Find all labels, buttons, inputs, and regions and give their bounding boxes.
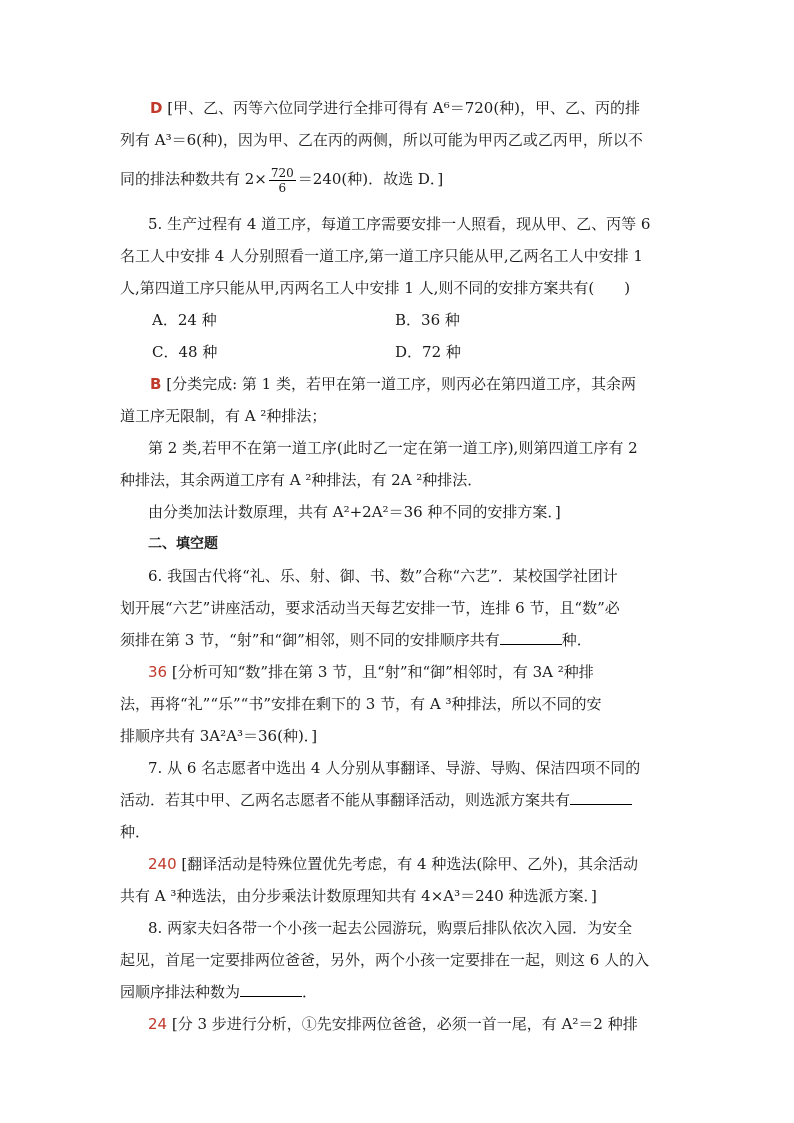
q5-option-a: A．24 种: [152, 311, 217, 329]
q7-question-line1: 7. 从 6 名志愿者中选出 4 人分别从事翻译、导游、导购、保洁四项不同的: [148, 759, 641, 777]
q8-answer-blank: [240, 982, 302, 997]
q6-line3-post: 种．: [561, 631, 592, 649]
q4-fraction-numerator: 720: [270, 165, 294, 180]
q7-answer-blank: [570, 790, 632, 805]
q8-question-line1: 8. 两家夫妇各带一个小孩一起去公园游玩，购票后排队依次入园．为安全: [148, 919, 633, 937]
q7-solution-line2: 共有 A ³种选法，由分步乘法计数原理知共有 4×A³＝240 种选派方案．]: [120, 887, 597, 905]
q5-solution-line3: 第 2 类,若甲不在第一道工序(此时乙一定在第一道工序),则第四道工序有 2: [148, 439, 638, 457]
q4-line3-pre: 同的排法种数共有 2×: [120, 170, 267, 188]
q8-question-line3: [120, 982, 680, 1002]
q6-sol1-text: [分析可知“数”排在第 3 节，且“射”和“御”相邻时，有 3A ²种排: [171, 663, 594, 681]
q8-answer: 24: [148, 1015, 168, 1033]
q5-option-d: D．72 种: [395, 343, 461, 361]
q8-solution-line1: [148, 1014, 680, 1034]
q7-question-line2: [120, 790, 680, 810]
q5-solution-line1: [150, 374, 680, 394]
q5-options-row2: [152, 342, 680, 362]
q6-question-line2: 划开展“六艺”讲座活动，要求活动当天每艺安排一节，连排 6 节，且“数”必: [120, 599, 620, 617]
q6-answer: 36: [148, 663, 168, 681]
q5-question-line2: 名工人中安排 4 人分别照看一道工序,第一道工序只能从甲,乙两名工人中安排 1: [120, 247, 643, 265]
q4-answer: D: [150, 99, 163, 117]
q8-line3-post: ．: [302, 983, 318, 1001]
q4-line3-post: ＝240(种)．故选 D．]: [297, 170, 444, 188]
section-title: 二、填空题: [148, 536, 218, 552]
q5-question-line3: 人,第四道工序只能从甲,丙两名工人中安排 1 人,则不同的安排方案共有( ): [120, 279, 631, 297]
q4-solution-line1: [150, 98, 680, 118]
q4-fraction: [269, 166, 296, 195]
q5-solution-line5: 由分类加法计数原理，共有 A²+2A²＝36 种不同的安排方案．]: [148, 503, 561, 521]
q7-solution-line1: [148, 854, 680, 874]
q5-option-b: B．36 种: [395, 311, 460, 329]
q6-question-line3: [120, 630, 680, 650]
q5-solution-line4: 种排法，其余两道工序有 A ²种排法，有 2A ²种排法．: [120, 471, 483, 489]
q4-solution-line2: 列有 A³＝6(种)，因为甲、乙在丙的两侧，所以可能为甲丙乙或乙丙甲，所以不: [120, 131, 643, 149]
q6-solution-line2: 法，再将“礼”“乐”“书”安排在剩下的 3 节，有 A ³种排法，所以不同的安: [120, 695, 602, 713]
q4-solution-line3: [120, 162, 680, 196]
q5-answer: B: [150, 375, 162, 393]
q5-option-c: C．48 种: [152, 343, 218, 361]
q7-sol1-text: [翻译活动是特殊位置优先考虑，有 4 种选法(除甲、乙外)，其余活动: [181, 855, 639, 873]
q8-line3-pre: 园顺序排法种数为: [120, 983, 241, 1001]
q5-options-row1: [152, 310, 680, 330]
q5-solution-line2: 道工序无限制，有 A ²种排法；: [120, 407, 327, 425]
q5-question-line1: 5. 生产过程有 4 道工序，每道工序需要安排一人照看，现从甲、乙、丙等 6: [148, 215, 651, 233]
q7-question-line3: 种．: [120, 823, 151, 841]
q6-question-line1: 6. 我国古代将“礼、乐、射、御、书、数”合称“六艺”．某校国学社团计: [148, 567, 618, 585]
q8-question-line2: 起见，首尾一定要排两位爸爸，另外，两个小孩一定要排在一起，则这 6 人的入: [120, 951, 650, 969]
q4-line1-text: [甲、乙、丙等六位同学进行全排可得有 A⁶＝720(种)，甲、乙、丙的排: [167, 99, 641, 117]
q4-fraction-denominator: 6: [278, 180, 287, 195]
q7-line2-pre: 活动．若其中甲、乙两名志愿者不能从事翻译活动，则选派方案共有: [120, 791, 571, 809]
q6-answer-blank: [500, 630, 562, 645]
q8-sol1-text: [分 3 步进行分析，①先安排两位爸爸，必须一首一尾，有 A²＝2 种排: [171, 1015, 638, 1033]
q5-sol1-text: [分类完成: 第 1 类，若甲在第一道工序，则丙必在第四道工序，其余两: [166, 375, 636, 393]
q6-solution-line1: [148, 662, 680, 682]
q6-line3-pre: 须排在第 3 节，“射”和“御”相邻，则不同的安排顺序共有: [120, 631, 500, 649]
q6-solution-line3: 排顺序共有 3A²A³＝36(种)．]: [120, 727, 318, 745]
q7-answer: 240: [148, 855, 177, 873]
